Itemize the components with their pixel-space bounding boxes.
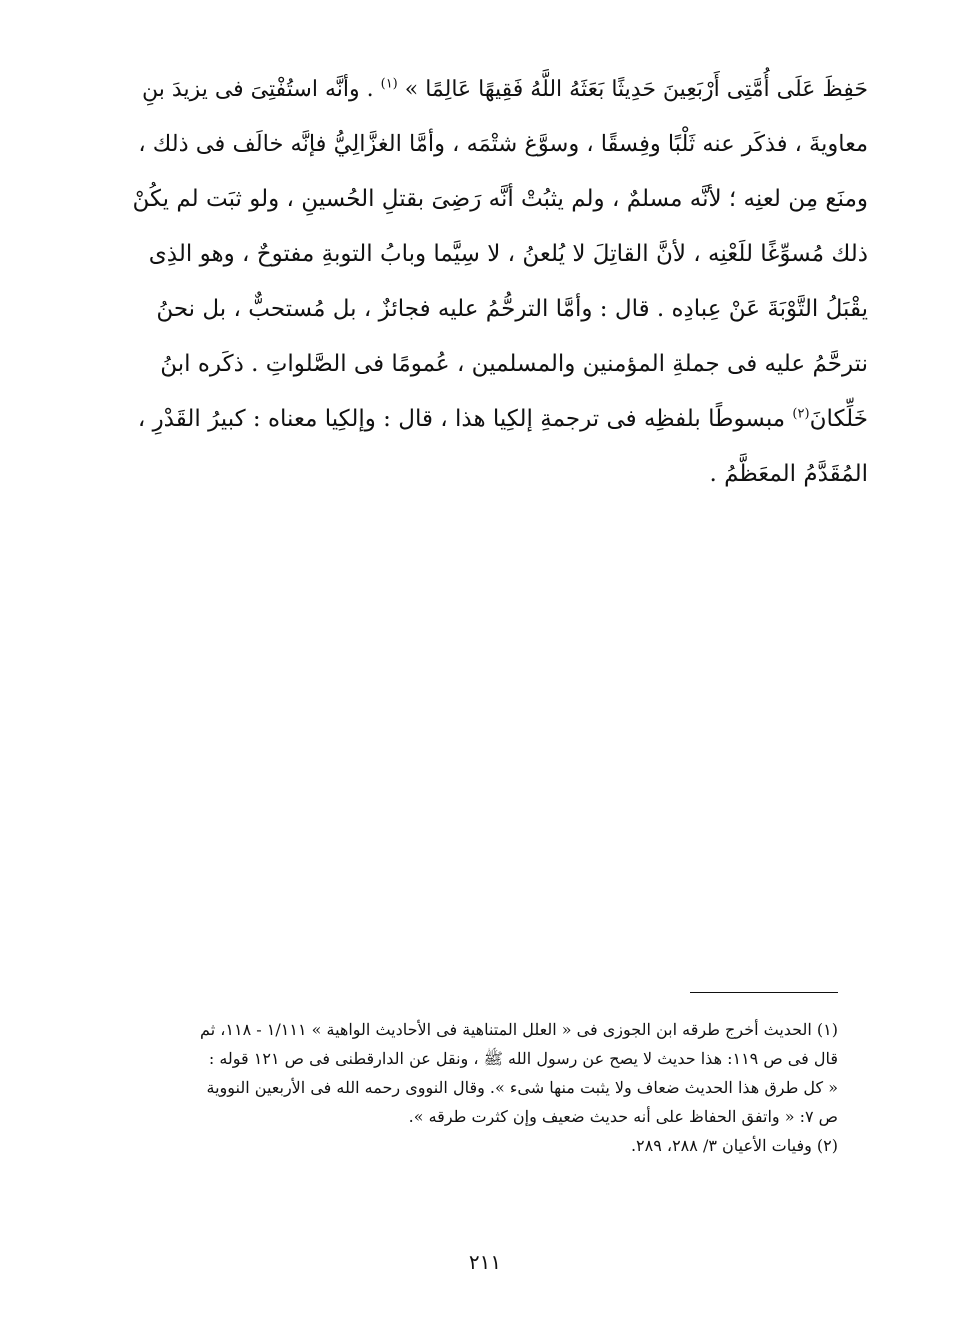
footnote-ref-2: (٢) bbox=[792, 406, 810, 422]
footnote-separator bbox=[690, 992, 838, 993]
text-line-7-main: مبسوطًا بلفظِه فى ترجمةِ إلكِيا هذا ، قال : وإلكِيا معناه : كبيرُ القَدْرِ ، bbox=[137, 406, 786, 432]
text-line-4: ذلك مُسوِّغًا للَعْنِه ، لأنَّ القاتِلَ لا يُلعنُ ، لا سِيَّما وبابُ التوبةِ مفتوحٌ ، وهو الذِى bbox=[148, 241, 868, 267]
text-line-6: نترحَّمُ عليه فى جملةِ المؤمنين والمسلمين ، عُمومًا فى الصَّلواتِ . ذكَره ابنُ bbox=[160, 351, 868, 377]
footnote-line-5: (٢) وفيات الأعيان ٣/ ٢٨٨، ٢٨٩. bbox=[630, 1136, 838, 1155]
footnote-ref-1: (١) bbox=[380, 76, 398, 92]
text-line-1 bbox=[128, 62, 868, 117]
footnotes bbox=[128, 1015, 838, 1160]
text-line-1-main: حَفِظَ عَلَى أُمَّتِى أَرْبَعِينَ حَدِيثًا بَعَثَهُ اللَّهُ فَقِيهًا عَالِمًا » bbox=[404, 77, 868, 102]
text-line-7 bbox=[128, 392, 868, 447]
text-line-2: معاويةَ ، فذكَر عنه ثَلْبًا وفِسقًا ، وسوَّغ شتْمَه ، وأمَّا الغزَّالِيُّ فإنَّه خالَف فى ذلك ، bbox=[138, 131, 868, 157]
footnote-line-4: ص ٧: « واتفق الحفاظ على أنه حديث ضعيف وإن كثرت طرقه ». bbox=[408, 1107, 838, 1126]
main-text bbox=[128, 62, 868, 502]
footnote-line-1: (١) الحديث أخرج طرقه ابن الجوزى فى « العلل المتناهية فى الأحاديث الواهية » ١/١١١ - ١١٨، ثم bbox=[200, 1020, 838, 1039]
text-line-5: يقْبَلُ التَّوْبَةَ عَنْ عِبادِه . قال : وأمَّا الترحُّمُ عليه فجائزٌ ، بل مُستحبٌّ ، بل نحنُ bbox=[156, 296, 868, 322]
page-number: ٢١١ bbox=[468, 1250, 502, 1274]
text-line-3: ومنَع مِن لعنِه ؛ لأنَّه مسلمٌ ، ولم يثبُتْ أنَّه رَضِىَ بقتلِ الحُسينِ ، ولو ثبَت لم يكُنْ bbox=[132, 186, 868, 212]
text-line-1-tail: . وأنَّه استُفْتِىَ فى يزيدَ بنِ bbox=[142, 77, 374, 102]
text-line-8: المُقَدَّمُ المعَظَّمُ . bbox=[709, 461, 868, 487]
footnote-line-2: قال فى ص ١١٩: هذا حديث لا يصح عن رسول الله ﷺ ، ونقل عن الدارقطنى فى ص ١٢١ قوله : bbox=[208, 1049, 838, 1068]
text-line-7-head: خَلِّكانَ bbox=[809, 406, 868, 432]
footnote-line-3: « كل طرق هذا الحديث ضعاف ولا يثبت منها شىء ». وقال النووى رحمه الله فى الأربعين النووية bbox=[206, 1078, 838, 1097]
